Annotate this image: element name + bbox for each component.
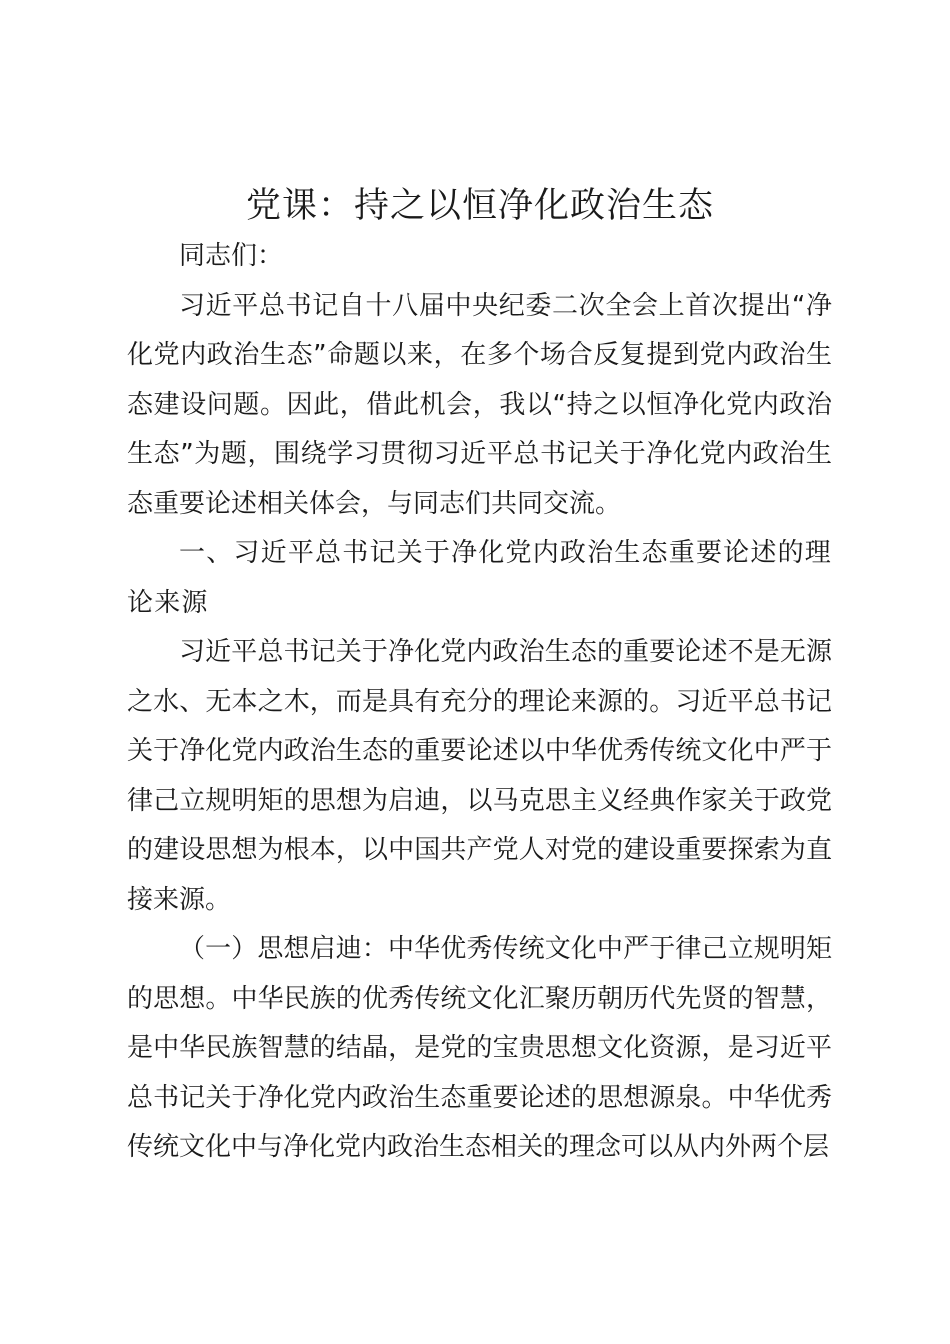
intro-paragraph: 习近平总书记自十八届中央纪委二次全会上首次提出“净化党内政治生态”命题以来，在多个场合反复提到党内政治生态建设问题。因此，借此机会，我以“持之以恒净化党内政治生态”为题，围绕学习贯彻习近平总书记关于净化党内政治生态重要论述相关体会，与同志们共同交流。: [127, 290, 832, 519]
body-paragraph: 习近平总书记关于净化党内政治生态的重要论述不是无源之水、无本之木，而是具有充分的理论来源的。习近平总书记关于净化党内政治生态的重要论述以中华优秀传统文化中严于律己立规明矩的思想为启迪，以马克思主义经典作家关于政党的建设思想为根本，以中国共产党人对党的建设重要探索为直接来源。: [127, 637, 832, 915]
document-body: [127, 232, 832, 1173]
salutation-paragraph: 同志们：: [179, 241, 284, 271]
document-title: 党课：持之以恒净化政治生态: [245, 186, 714, 226]
section-heading-1: 一、习近平总书记关于净化党内政治生态重要论述的理论来源: [127, 538, 832, 618]
subsection-paragraph: （一）思想启迪：中华优秀传统文化中严于律己立规明矩的思想。中华民族的优秀传统文化汇聚历朝历代先贤的智慧，是中华民族智慧的结晶，是党的宝贵思想文化资源，是习近平总书记关于净化党内政治生态重要论述的思想源泉。中华优秀传统文化中与净化党内政治生态相关的理念可以从内外两个层: [127, 934, 832, 1162]
